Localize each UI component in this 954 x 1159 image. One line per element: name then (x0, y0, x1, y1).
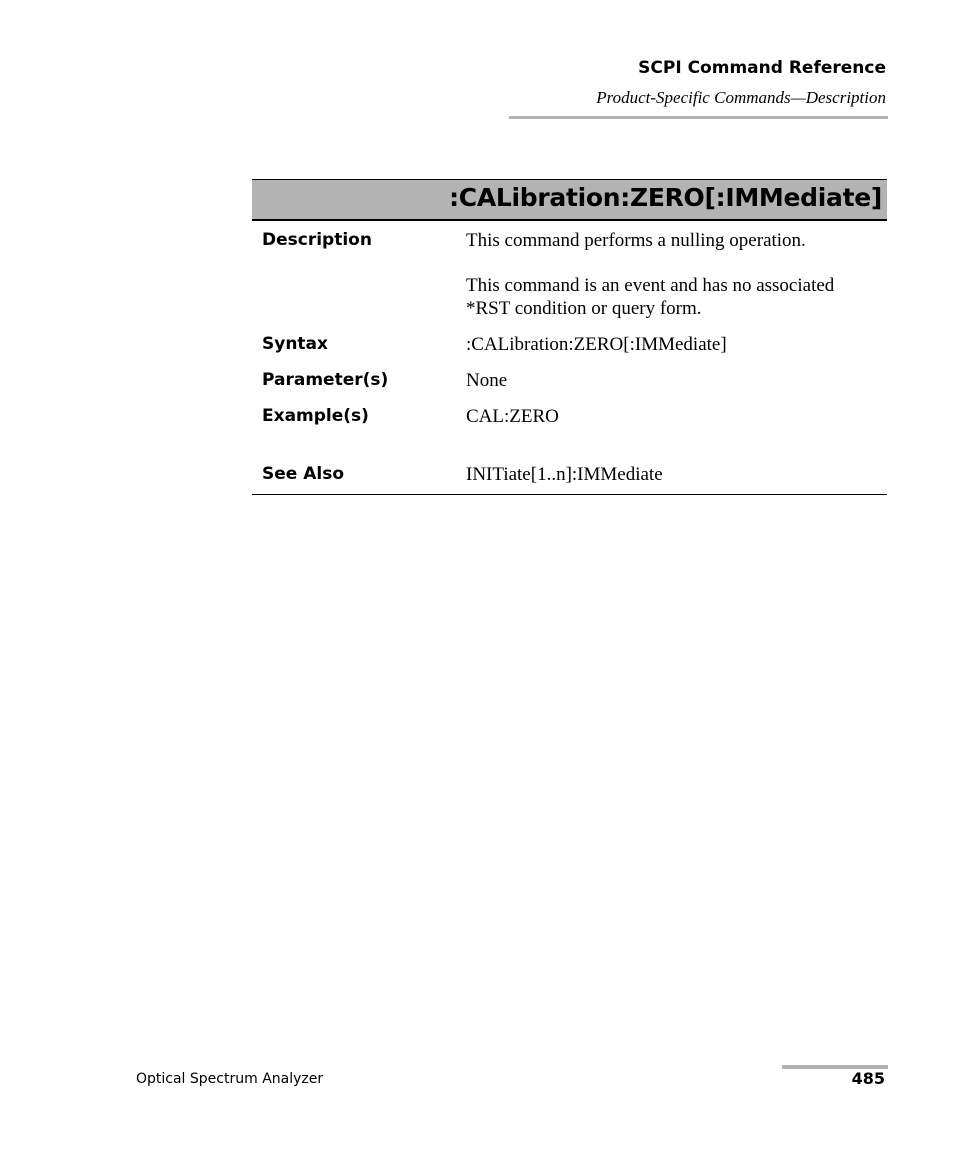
description-label: Description (262, 230, 372, 250)
command-title: :CALibration:ZERO[:IMMediate] (449, 183, 882, 212)
header-subtitle: Product-Specific Commands—Description (596, 88, 886, 107)
footer-product-name: Optical Spectrum Analyzer (136, 1071, 324, 1087)
see-also-label: See Also (262, 464, 345, 484)
command-title-bar (252, 179, 887, 221)
header-divider (509, 116, 888, 119)
see-also-value: INITiate[1..n]:IMMediate (466, 464, 663, 485)
description-line-1: This command performs a nulling operation. (466, 230, 806, 251)
description-line-2: This command is an event and has no associated (466, 275, 835, 296)
description-line-3: *RST condition or query form. (466, 298, 702, 319)
examples-value: CAL:ZERO (466, 406, 559, 427)
page-number: 485 (851, 1069, 885, 1088)
examples-label: Example(s) (262, 406, 369, 426)
syntax-label: Syntax (262, 334, 328, 354)
header-title: SCPI Command Reference (638, 58, 886, 78)
parameters-value: None (466, 370, 508, 391)
parameters-label: Parameter(s) (262, 370, 389, 390)
table-bottom-rule (252, 494, 887, 495)
syntax-value: :CALibration:ZERO[:IMMediate] (466, 334, 727, 355)
